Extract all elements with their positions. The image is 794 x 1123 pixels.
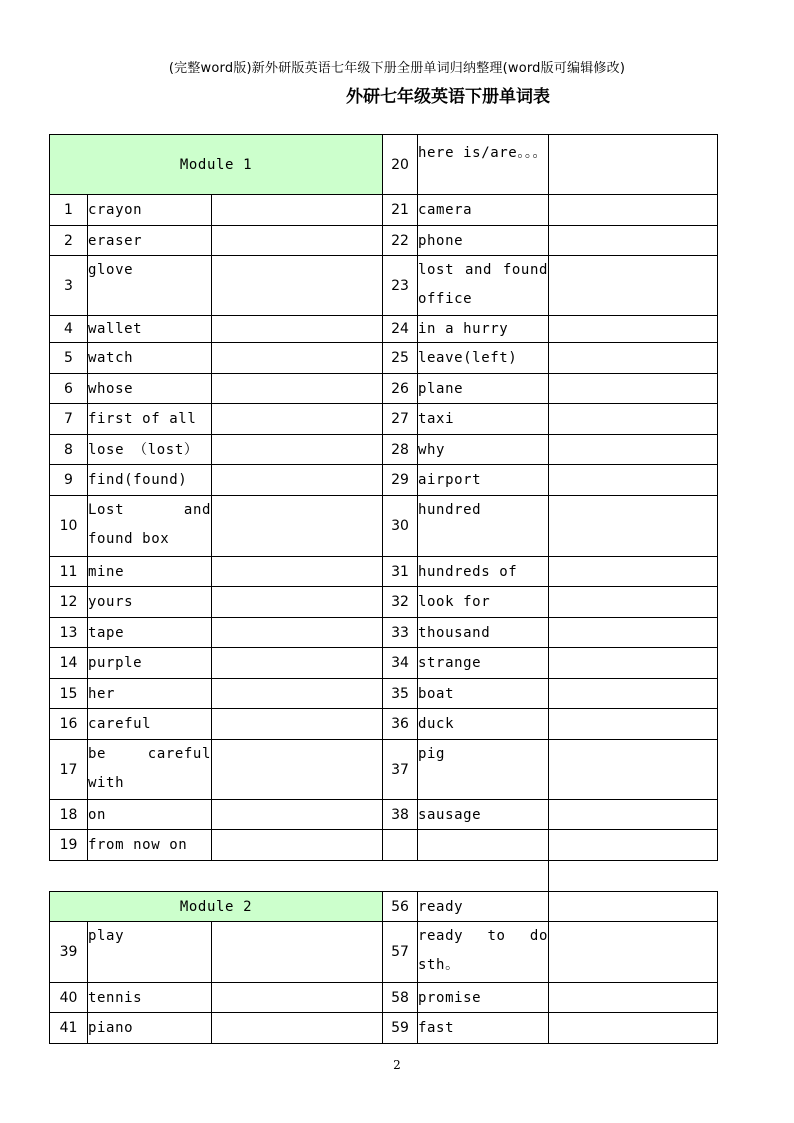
- word-cell: pig: [418, 740, 549, 800]
- meaning-cell: [212, 709, 383, 740]
- table-row: [50, 343, 718, 374]
- word-number: 35: [383, 679, 418, 709]
- word-number: 5: [50, 343, 88, 374]
- word-number: 6: [50, 374, 88, 404]
- word-cell: airport: [418, 465, 549, 496]
- meaning-cell: [212, 679, 383, 709]
- word-number: 2: [50, 226, 88, 256]
- word-cell: on: [88, 800, 212, 830]
- meaning-cell: [212, 1013, 383, 1044]
- table-row: [50, 648, 718, 679]
- word-cell: look for: [418, 587, 549, 618]
- word-number: 16: [50, 709, 88, 740]
- word-number: 26: [383, 374, 418, 404]
- column-divider: [548, 860, 549, 891]
- word-cell: tennis: [88, 983, 212, 1013]
- page-title: 外研七年级英语下册单词表: [346, 87, 550, 107]
- word-number: 3: [50, 256, 88, 316]
- meaning-cell: [549, 256, 718, 316]
- word-number: 59: [383, 1013, 418, 1044]
- meaning-cell: [549, 226, 718, 256]
- meaning-cell: [212, 465, 383, 496]
- meaning-cell: [549, 709, 718, 740]
- word-number: 24: [383, 316, 418, 343]
- word-cell: sausage: [418, 800, 549, 830]
- word-cell: fast: [418, 1013, 549, 1044]
- vocab-rows-2: [50, 922, 718, 1044]
- word-number: 8: [50, 435, 88, 465]
- document-header: (完整word版)新外研版英语七年级下册全册单词归纳整理(word版可编辑修改): [168, 61, 626, 76]
- word-cell: Lost and found box: [88, 496, 212, 557]
- meaning-cell: [212, 618, 383, 648]
- word-number: 10: [50, 496, 88, 557]
- word-cell: tape: [88, 618, 212, 648]
- meaning-cell: [212, 800, 383, 830]
- meaning-cell: [212, 557, 383, 587]
- word-number: 12: [50, 587, 88, 618]
- meaning-cell: [212, 435, 383, 465]
- word-number: 9: [50, 465, 88, 496]
- word-cell: promise: [418, 983, 549, 1013]
- meaning-cell: [549, 587, 718, 618]
- word-number: 19: [50, 830, 88, 861]
- word-number: 57: [383, 922, 418, 983]
- meaning-cell: [212, 830, 383, 861]
- word-number: 31: [383, 557, 418, 587]
- word-number: 23: [383, 256, 418, 316]
- word-cell: lose （lost）: [88, 435, 212, 465]
- table-row: [50, 226, 718, 256]
- word-cell: mine: [88, 557, 212, 587]
- word-cell: why: [418, 435, 549, 465]
- word-number: 4: [50, 316, 88, 343]
- meaning-cell: [212, 648, 383, 679]
- meaning-cell: [212, 983, 383, 1013]
- table-row: [50, 256, 718, 316]
- word-number: 34: [383, 648, 418, 679]
- meaning-cell: [549, 618, 718, 648]
- word-cell: duck: [418, 709, 549, 740]
- word-number: 41: [50, 1013, 88, 1044]
- meaning-cell: [549, 892, 718, 922]
- meaning-cell: [212, 195, 383, 226]
- meaning-cell: [212, 404, 383, 435]
- word-number: 32: [383, 587, 418, 618]
- meaning-cell: [549, 1013, 718, 1044]
- word-number: 11: [50, 557, 88, 587]
- meaning-cell: [549, 740, 718, 800]
- meaning-cell: [549, 435, 718, 465]
- word-cell: eraser: [88, 226, 212, 256]
- table-row: [50, 679, 718, 709]
- word-number: 40: [50, 983, 88, 1013]
- word-cell: yours: [88, 587, 212, 618]
- meaning-cell: [549, 983, 718, 1013]
- meaning-cell: [212, 226, 383, 256]
- vocab-rows-1: [50, 195, 718, 861]
- meaning-cell: [212, 343, 383, 374]
- meaning-cell: [549, 465, 718, 496]
- meaning-cell: [549, 830, 718, 861]
- word-cell: purple: [88, 648, 212, 679]
- word-number: 14: [50, 648, 88, 679]
- meaning-cell: [549, 557, 718, 587]
- word-number: 38: [383, 800, 418, 830]
- word-cell: taxi: [418, 404, 549, 435]
- word-cell: leave(left): [418, 343, 549, 374]
- word-cell: careful: [88, 709, 212, 740]
- vocab-table-module-1: [49, 134, 718, 861]
- table-row: [50, 587, 718, 618]
- word-cell: strange: [418, 648, 549, 679]
- word-cell: boat: [418, 679, 549, 709]
- meaning-cell: [212, 374, 383, 404]
- table-row: [50, 830, 718, 861]
- word-cell: whose: [88, 374, 212, 404]
- meaning-cell: [549, 343, 718, 374]
- word-cell: lost and found office: [418, 256, 549, 316]
- word-cell: [418, 830, 549, 861]
- meaning-cell: [212, 922, 383, 983]
- module-title: Module 2: [50, 892, 383, 922]
- word-number: 56: [383, 892, 418, 922]
- table-row: [50, 374, 718, 404]
- word-cell: phone: [418, 226, 549, 256]
- table-row: [50, 465, 718, 496]
- meaning-cell: [212, 496, 383, 557]
- word-number: [383, 830, 418, 861]
- meaning-cell: [212, 587, 383, 618]
- meaning-cell: [549, 195, 718, 226]
- word-number: 7: [50, 404, 88, 435]
- table-row: [50, 800, 718, 830]
- word-cell: find(found): [88, 465, 212, 496]
- word-cell: glove: [88, 256, 212, 316]
- vocab-table-module-2: [49, 891, 718, 1044]
- word-cell: hundred: [418, 496, 549, 557]
- meaning-cell: [549, 316, 718, 343]
- word-cell: in a hurry: [418, 316, 549, 343]
- table-row: [50, 195, 718, 226]
- word-cell: play: [88, 922, 212, 983]
- page-number: 2: [393, 1058, 401, 1072]
- table-row: [50, 983, 718, 1013]
- word-cell: piano: [88, 1013, 212, 1044]
- meaning-cell: [549, 922, 718, 983]
- table-row: [50, 740, 718, 800]
- table-row: [50, 496, 718, 557]
- meaning-cell: [549, 648, 718, 679]
- meaning-cell: [549, 135, 718, 195]
- word-cell: her: [88, 679, 212, 709]
- word-number: 17: [50, 740, 88, 800]
- word-number: 30: [383, 496, 418, 557]
- word-cell: crayon: [88, 195, 212, 226]
- meaning-cell: [549, 374, 718, 404]
- word-number: 27: [383, 404, 418, 435]
- word-number: 20: [383, 135, 418, 195]
- word-cell: wallet: [88, 316, 212, 343]
- table-row: [50, 557, 718, 587]
- word-cell: hundreds of: [418, 557, 549, 587]
- word-cell: here is/are。。。: [418, 135, 549, 195]
- table-row: [50, 922, 718, 983]
- table-row: [50, 435, 718, 465]
- table-row: [50, 1013, 718, 1044]
- meaning-cell: [549, 800, 718, 830]
- meaning-cell: [212, 316, 383, 343]
- word-number: 36: [383, 709, 418, 740]
- module-header-row: [50, 135, 718, 195]
- word-number: 39: [50, 922, 88, 983]
- word-number: 29: [383, 465, 418, 496]
- word-number: 13: [50, 618, 88, 648]
- word-cell: thousand: [418, 618, 549, 648]
- word-cell: be careful with: [88, 740, 212, 800]
- word-number: 15: [50, 679, 88, 709]
- module-title: Module 1: [50, 135, 383, 195]
- word-cell: ready: [418, 892, 549, 922]
- word-number: 22: [383, 226, 418, 256]
- word-cell: first of all: [88, 404, 212, 435]
- word-number: 33: [383, 618, 418, 648]
- module-header-row: [50, 892, 718, 922]
- word-cell: watch: [88, 343, 212, 374]
- table-row: [50, 404, 718, 435]
- word-number: 21: [383, 195, 418, 226]
- word-number: 58: [383, 983, 418, 1013]
- word-number: 25: [383, 343, 418, 374]
- meaning-cell: [549, 679, 718, 709]
- table-row: [50, 618, 718, 648]
- word-cell: from now on: [88, 830, 212, 861]
- word-number: 28: [383, 435, 418, 465]
- table-row: [50, 316, 718, 343]
- meaning-cell: [212, 740, 383, 800]
- meaning-cell: [212, 256, 383, 316]
- word-number: 18: [50, 800, 88, 830]
- table-row: [50, 709, 718, 740]
- word-number: 1: [50, 195, 88, 226]
- word-cell: plane: [418, 374, 549, 404]
- meaning-cell: [549, 404, 718, 435]
- word-cell: ready to do sth。: [418, 922, 549, 983]
- meaning-cell: [549, 496, 718, 557]
- word-number: 37: [383, 740, 418, 800]
- word-cell: camera: [418, 195, 549, 226]
